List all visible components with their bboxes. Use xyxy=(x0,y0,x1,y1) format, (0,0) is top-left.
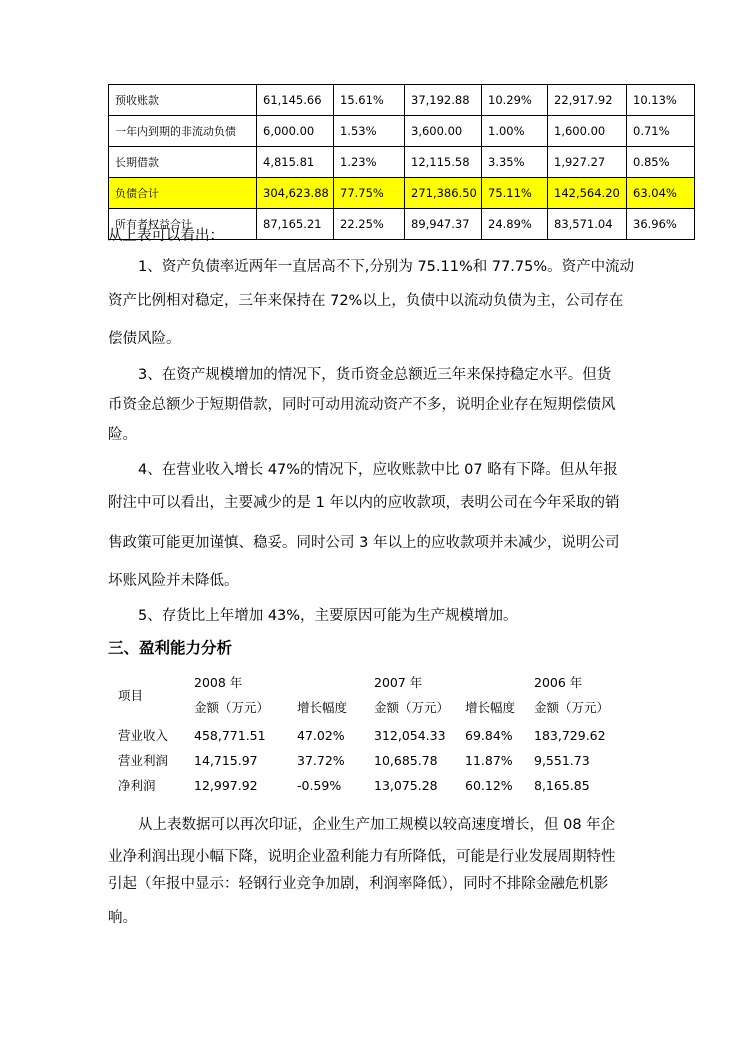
intro-text: 从上表可以看出： xyxy=(108,228,224,244)
table-cell: 10.13% xyxy=(627,85,695,116)
table-cell: 36.96% xyxy=(627,209,695,240)
table-cell: 0.71% xyxy=(627,116,695,147)
paragraph-line: 偿债风险。 xyxy=(108,331,181,347)
table-cell: 61,145.66 xyxy=(257,85,334,116)
table-cell: 83,571.04 xyxy=(548,209,627,240)
table-row xyxy=(109,116,695,147)
row-label: 一年内到期的非流动负债 xyxy=(109,116,257,147)
row-label: 净利润 xyxy=(118,778,156,793)
table-cell: 13,075.28 xyxy=(374,778,438,793)
table-cell: 15.61% xyxy=(334,85,405,116)
table-cell: 312,054.33 xyxy=(374,728,446,743)
table-cell: 4,815.81 xyxy=(257,147,334,178)
table-cell: 1.23% xyxy=(334,147,405,178)
table-cell: 3.35% xyxy=(482,147,548,178)
paragraph-line: 资产比例相对稳定，三年来保持在 72%以上，负债中以流动负债为主，公司存在 xyxy=(108,293,624,309)
row-label: 营业收入 xyxy=(118,728,169,743)
amount-header: 金额（万元） xyxy=(534,700,610,715)
table-cell: 1,927.27 xyxy=(548,147,627,178)
table-cell: 12,115.58 xyxy=(405,147,482,178)
table-cell: 89,947.37 xyxy=(405,209,482,240)
section-title: 三、盈利能力分析 xyxy=(108,639,233,657)
table-cell: 12,997.92 xyxy=(194,778,258,793)
paragraph-line: 从上表数据可以再次印证，企业生产加工规模以较高速度增长，但 08 年企 xyxy=(138,817,616,833)
table-row-highlighted xyxy=(109,178,695,209)
table-cell: 11.87% xyxy=(465,753,513,768)
growth-header: 增长幅度 xyxy=(465,700,516,715)
growth-header: 增长幅度 xyxy=(297,700,348,715)
paragraph-line: 币资金总额少于短期借款，同时可动用流动资产不多，说明企业存在短期偿债风 xyxy=(108,397,616,413)
table-cell: 0.85% xyxy=(627,147,695,178)
year-header: 2006 年 xyxy=(534,675,583,690)
table-cell: 8,165.85 xyxy=(534,778,590,793)
table-cell: 9,551.73 xyxy=(534,753,590,768)
table-cell: 271,386.50 xyxy=(405,178,482,209)
table-cell: 69.84% xyxy=(465,728,513,743)
paragraph-line: 响。 xyxy=(108,910,137,926)
row-label: 负债合计 xyxy=(109,178,257,209)
table-cell: 63.04% xyxy=(627,178,695,209)
paragraph-line: 业净利润出现小幅下降，说明企业盈利能力有所降低，可能是行业发展周期特性 xyxy=(108,849,616,865)
paragraph-line: 售政策可能更加谨慎、稳妥。同时公司 3 年以上的应收款项并未减少，说明公司 xyxy=(108,535,620,551)
paragraph-line: 险。 xyxy=(108,427,137,443)
amount-header: 金额（万元） xyxy=(194,700,270,715)
paragraph-line: 1、资产负债率近两年一直居高不下,分别为 75.11%和 77.75%。资产中流动 xyxy=(138,259,635,275)
table-cell: 37.72% xyxy=(297,753,345,768)
paragraph-line: 坏账风险并未降低。 xyxy=(108,573,239,589)
row-label: 预收账款 xyxy=(109,85,257,116)
item-header: 项目 xyxy=(118,688,144,703)
row-label: 营业利润 xyxy=(118,753,169,768)
paragraph-line: 4、在营业收入增长 47%的情况下，应收账款中比 07 略有下降。但从年报 xyxy=(138,462,618,478)
table-cell: 1.00% xyxy=(482,116,548,147)
paragraph-line: 附注中可以看出，主要减少的是 1 年以内的应收款项，表明公司在今年采取的销 xyxy=(108,495,620,511)
table-cell: 87,165.21 xyxy=(257,209,334,240)
balance-table xyxy=(108,84,695,240)
table-cell: 22,917.92 xyxy=(548,85,627,116)
table-cell: 37,192.88 xyxy=(405,85,482,116)
table-cell: 6,000.00 xyxy=(257,116,334,147)
table-cell: -0.59% xyxy=(297,778,342,793)
amount-header: 金额（万元） xyxy=(374,700,450,715)
table-row xyxy=(109,85,695,116)
table-cell: 183,729.62 xyxy=(534,728,606,743)
table-cell: 14,715.97 xyxy=(194,753,258,768)
table-cell: 22.25% xyxy=(334,209,405,240)
table-cell: 142,564.20 xyxy=(548,178,627,209)
table-cell: 10.29% xyxy=(482,85,548,116)
table-cell: 24.89% xyxy=(482,209,548,240)
table-cell: 77.75% xyxy=(334,178,405,209)
table-cell: 1,600.00 xyxy=(548,116,627,147)
table-cell: 75.11% xyxy=(482,178,548,209)
paragraph-line: 5、存货比上年增加 43%，主要原因可能为生产规模增加。 xyxy=(138,608,518,624)
row-label: 所有者权益合计 xyxy=(109,209,257,240)
table-cell: 458,771.51 xyxy=(194,728,266,743)
table-cell: 3,600.00 xyxy=(405,116,482,147)
table-cell: 304,623.88 xyxy=(257,178,334,209)
row-label: 长期借款 xyxy=(109,147,257,178)
table-cell: 1.53% xyxy=(334,116,405,147)
table-cell: 60.12% xyxy=(465,778,513,793)
year-header: 2008 年 xyxy=(194,675,243,690)
table-cell: 47.02% xyxy=(297,728,345,743)
paragraph-line: 3、在资产规模增加的情况下，货币资金总额近三年来保持稳定水平。但货 xyxy=(138,367,612,383)
table-cell: 10,685.78 xyxy=(374,753,438,768)
year-header: 2007 年 xyxy=(374,675,423,690)
table-row xyxy=(109,147,695,178)
paragraph-line: 引起（年报中显示：轻钢行业竞争加剧，利润率降低），同时不排除金融危机影 xyxy=(108,876,609,892)
